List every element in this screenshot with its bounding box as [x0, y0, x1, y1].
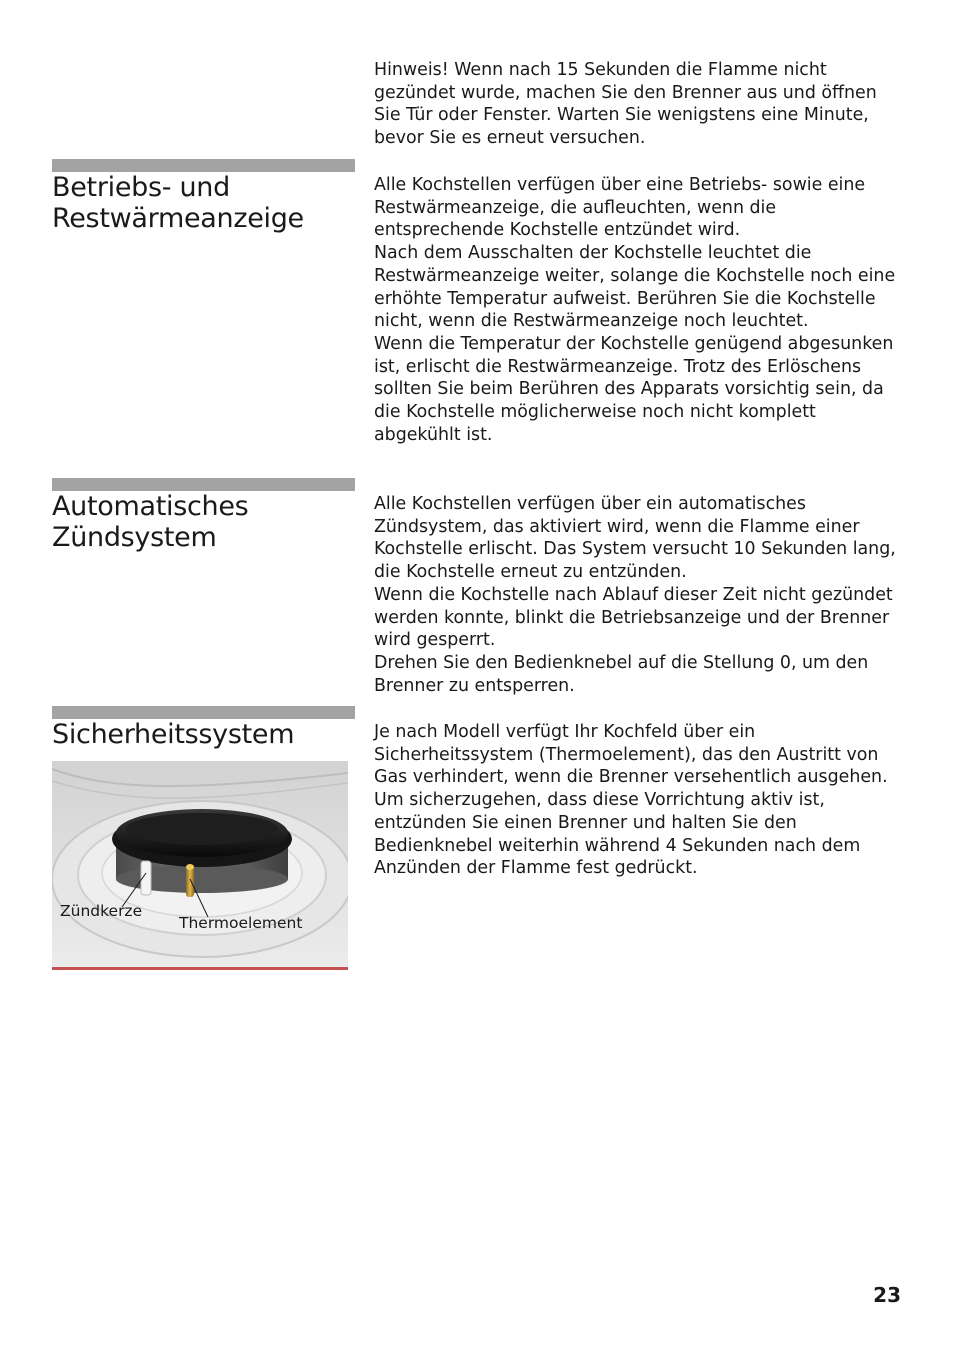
intro-note-text: Hinweis! Wenn nach 15 Sekunden die Flamme nicht gezündet wurde, machen Sie den Brenner aus und öffnen Sie Tür oder Fenster. Warten Sie wenigstens eine Minute, bevor Sie es erneut versuchen.	[374, 60, 877, 149]
section-heading-auto-ignition: Automatisches Zündsystem	[52, 491, 249, 553]
label-spark-plug: Zündkerze	[60, 902, 143, 920]
section-body-operating-indicator	[374, 174, 904, 446]
page-number: 23	[873, 1283, 901, 1307]
paragraph: Wenn die Kochstelle nach Ablauf dieser Zeit nicht gezündet werden konnte, blinkt die Betriebsanzeige und der Brenner wird gesperrt.	[374, 584, 893, 651]
section-divider-operating-indicator	[52, 159, 355, 172]
intro-note	[374, 59, 904, 150]
paragraph: Alle Kochstellen verfügen über eine Betriebs- sowie eine Restwärmeanzeige, die aufleuchten, wenn die entsprechende Kochstelle entzündet wird.	[374, 175, 866, 241]
burner-drawing	[52, 761, 348, 970]
paragraph: Nach dem Ausschalten der Kochstelle leuchtet die Restwärmeanzeige weiter, solange die Kochstelle noch eine erhöhte Temperatur aufweist. Berühren Sie die Kochstelle nicht, wenn die Restwärmeanzeige noch leuchtet.	[374, 243, 896, 332]
section-divider-safety-system	[52, 706, 355, 719]
paragraph: Alle Kochstellen verfügen über ein automatisches Zündsystem, das aktiviert wird, wenn die Flamme einer Kochstelle erlischt. Das System versucht 10 Sekunden lang, die Kochstelle erneut zu entzünden.	[374, 494, 896, 583]
section-heading-safety-system: Sicherheitssystem	[52, 719, 295, 750]
burner-illustration	[52, 761, 348, 970]
label-thermocouple: Thermoelement	[179, 914, 303, 932]
paragraph: Je nach Modell verfügt Ihr Kochfeld über ein Sicherheitssystem (Thermoelement), das den Austritt von Gas verhindert, wenn die Brenner versehentlich ausgehen. Um sicherzugehen, dass diese Vorrichtung aktiv ist, entzünden Sie einen Brenner und halten Sie den Bedienknebel weiterhin während 4 Sekunden nach dem Anzünden der Flamme fest gedrückt.	[374, 722, 888, 879]
section-body-auto-ignition	[374, 493, 904, 697]
paragraph: Drehen Sie den Bedienknebel auf die Stellung 0, um den Brenner zu entsperren.	[374, 652, 869, 696]
section-divider-auto-ignition	[52, 478, 355, 491]
section-body-safety-system	[374, 721, 904, 880]
section-heading-operating-indicator: Betriebs- und Restwärmeanzeige	[52, 172, 304, 234]
paragraph: Wenn die Temperatur der Kochstelle genügend abgesunken ist, erlischt die Restwärmeanzeige. Trotz des Erlöschens sollten Sie beim Berühren des Apparats vorsichtig sein, da die Kochstelle möglicherweise noch nicht komplett abgekühlt ist.	[374, 333, 894, 445]
